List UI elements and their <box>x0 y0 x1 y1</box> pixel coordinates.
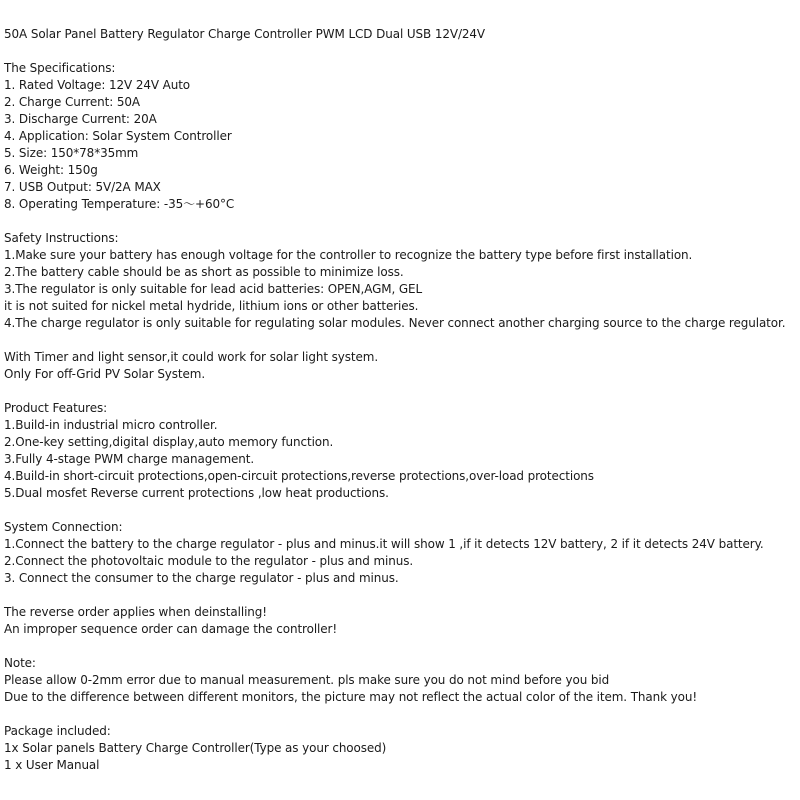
safety-heading: Safety Instructions: <box>4 231 119 245</box>
connection-item: 3. Connect the consumer to the charge regulator - plus and minus. <box>4 571 399 585</box>
document-title: 50A Solar Panel Battery Regulator Charge Controller PWM LCD Dual USB 12V/24V <box>4 27 486 41</box>
safety-item: 1.Make sure your battery has enough voltage for the controller to recognize the battery type before first installation. <box>4 248 693 262</box>
spacer <box>4 332 798 349</box>
spec-item: 3. Discharge Current: 20A <box>4 112 157 126</box>
feature-item: 5.Dual mosfet Reverse current protections ,low heat productions. <box>4 486 389 500</box>
spec-item: 2. Charge Current: 50A <box>4 95 140 109</box>
safety-item: 4.The charge regulator is only suitable for regulating solar modules. Never connect another charging source to the charge regulator. <box>4 316 786 330</box>
warning-line: The reverse order applies when deinstalling! <box>4 605 267 619</box>
note-item: Due to the difference between different monitors, the picture may not reflect the actual color of the item. Thank you! <box>4 690 698 704</box>
connection-heading: System Connection: <box>4 520 123 534</box>
spacer <box>4 43 798 60</box>
package-heading: Package included: <box>4 724 111 738</box>
note-item: Please allow 0-2mm error due to manual measurement. pls make sure you do not mind before you bid <box>4 673 610 687</box>
usage-line: Only For off-Grid PV Solar System. <box>4 367 206 381</box>
spec-item: 1. Rated Voltage: 12V 24V Auto <box>4 78 191 92</box>
spacer <box>4 587 798 604</box>
connection-item: 2.Connect the photovoltaic module to the regulator - plus and minus. <box>4 554 414 568</box>
package-item: 1x Solar panels Battery Charge Controller(Type as your choosed) <box>4 741 387 755</box>
spacer <box>4 383 798 400</box>
product-description <box>4 26 798 774</box>
spec-item: 4. Application: Solar System Controller <box>4 129 232 143</box>
spacer <box>4 706 798 723</box>
package-item: 1 x User Manual <box>4 758 100 772</box>
spec-item: 6. Weight: 150g <box>4 163 98 177</box>
specifications-heading: The Specifications: <box>4 61 116 75</box>
note-heading: Note: <box>4 656 36 670</box>
safety-item: 2.The battery cable should be as short as possible to minimize loss. <box>4 265 404 279</box>
warning-line: An improper sequence order can damage the controller! <box>4 622 338 636</box>
spacer <box>4 638 798 655</box>
safety-item: 3.The regulator is only suitable for lead acid batteries: OPEN,AGM, GEL <box>4 282 423 296</box>
spec-item: 5. Size: 150*78*35mm <box>4 146 139 160</box>
spec-item: 7. USB Output: 5V/2A MAX <box>4 180 161 194</box>
spacer <box>4 502 798 519</box>
safety-item: it is not suited for nickel metal hydride, lithium ions or other batteries. <box>4 299 419 313</box>
connection-item: 1.Connect the battery to the charge regulator - plus and minus.it will show 1 ,if it detects 12V battery, 2 if it detects 24V battery. <box>4 537 764 551</box>
usage-line: With Timer and light sensor,it could work for solar light system. <box>4 350 379 364</box>
feature-item: 2.One-key setting,digital display,auto memory function. <box>4 435 334 449</box>
spacer <box>4 213 798 230</box>
feature-item: 3.Fully 4-stage PWM charge management. <box>4 452 255 466</box>
features-heading: Product Features: <box>4 401 108 415</box>
feature-item: 1.Build-in industrial micro controller. <box>4 418 218 432</box>
spec-item: 8. Operating Temperature: -35～+60°C <box>4 197 235 211</box>
feature-item: 4.Build-in short-circuit protections,open-circuit protections,reverse protections,over-load protections <box>4 469 594 483</box>
